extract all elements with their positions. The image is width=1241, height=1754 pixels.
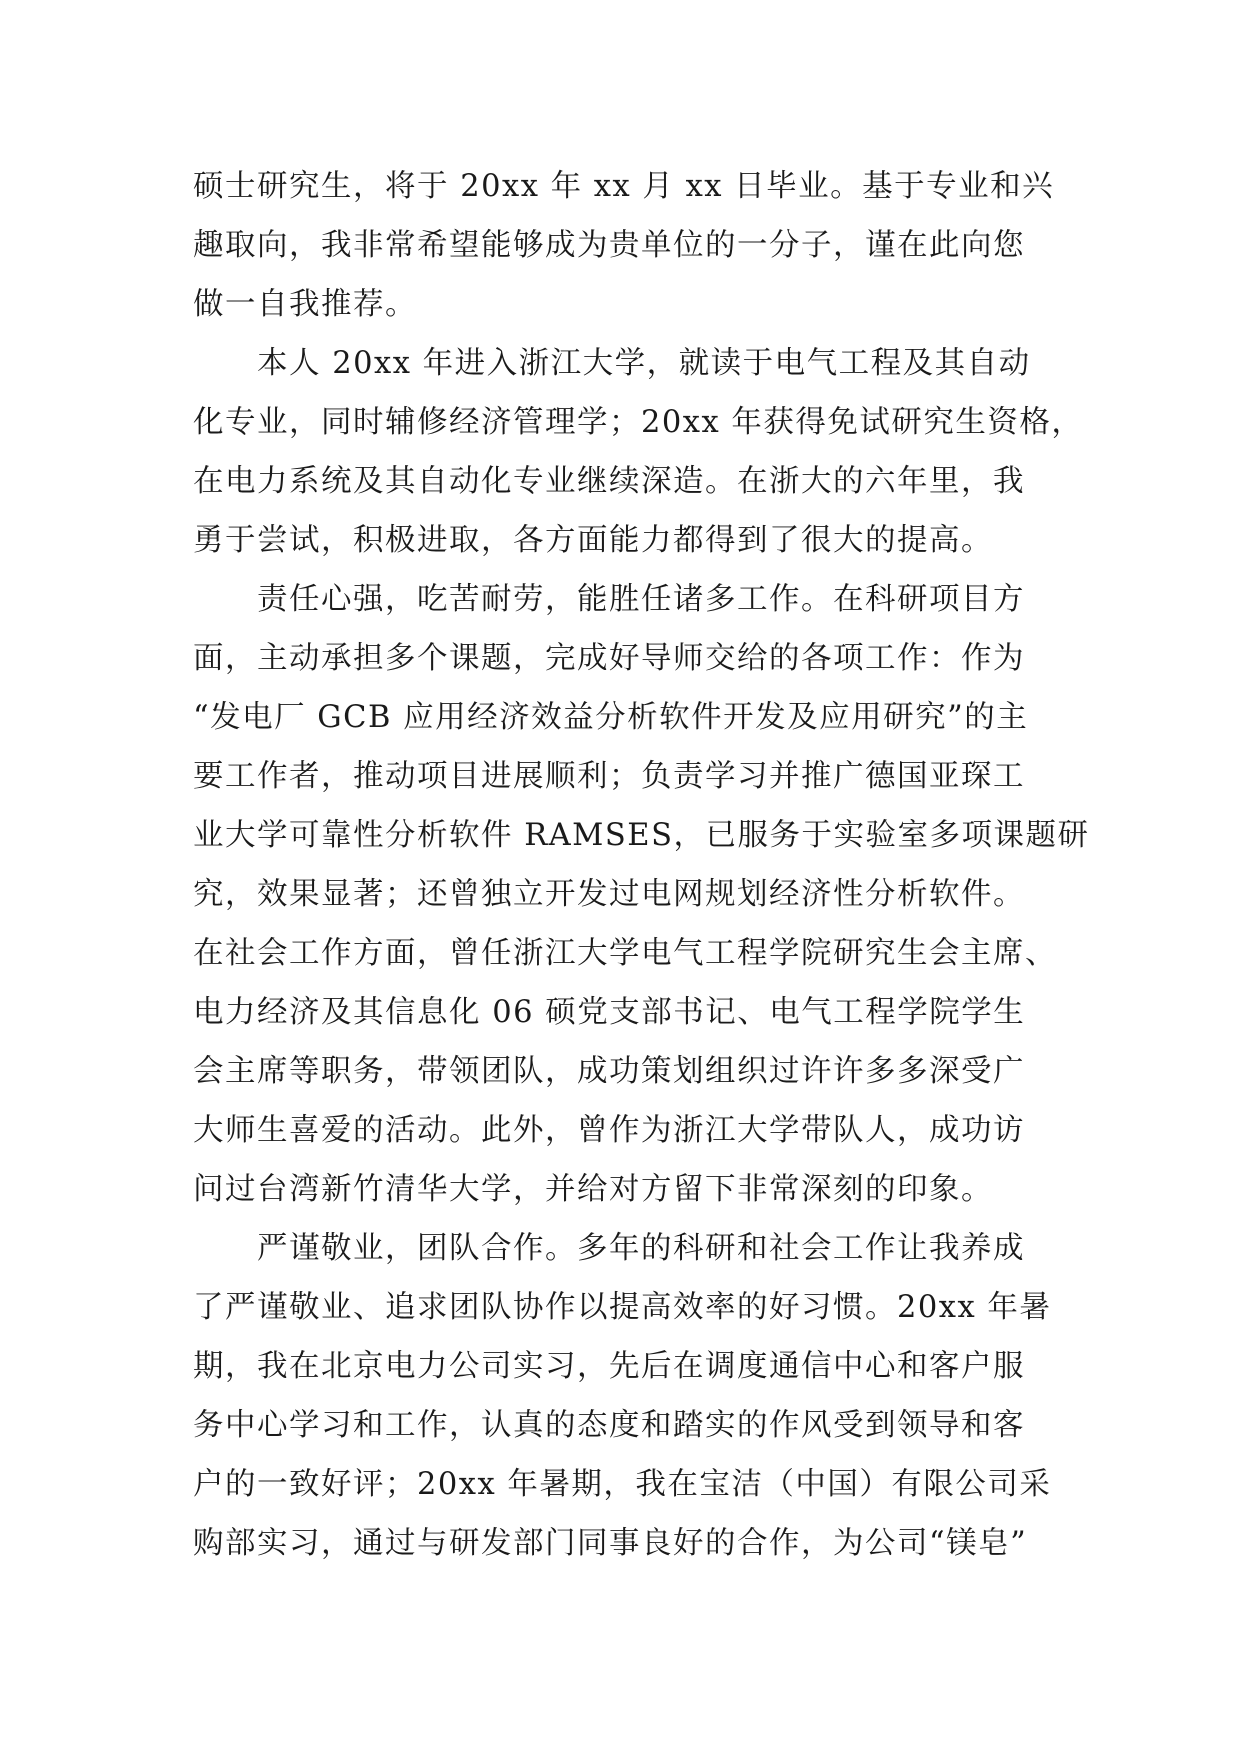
text-line: 大师生喜爱的活动。此外，曾作为浙江大学带队人，成功访 [193, 1113, 1025, 1148]
text-line: 在电力系统及其自动化专业继续深造。在浙大的六年里，我 [193, 464, 1025, 499]
text-line: 会主席等职务，带领团队，成功策划组织过许许多多深受广 [193, 1054, 1025, 1089]
text-line: 面，主动承担多个课题，完成好导师交给的各项工作：作为 [193, 641, 1025, 676]
text-line: 户的一致好评；20xx 年暑期，我在宝洁（中国）有限公司采 [193, 1467, 1052, 1502]
body-text [193, 157, 1090, 1573]
text-line: 责任心强，吃苦耐劳，能胜任诸多工作。在科研项目方 [193, 582, 1025, 617]
text-line: “发电厂 GCB 应用经济效益分析软件开发及应用研究”的主 [193, 700, 1029, 735]
text-line: 期，我在北京电力公司实习，先后在调度通信中心和客户服 [193, 1349, 1025, 1384]
text-line: 做一自我推荐。 [193, 287, 417, 322]
text-line: 究，效果显著；还曾独立开发过电网规划经济性分析软件。 [193, 877, 1025, 912]
text-line: 化专业，同时辅修经济管理学；20xx 年获得免试研究生资格， [193, 405, 1084, 440]
text-line: 务中心学习和工作，认真的态度和踏实的作风受到领导和客 [193, 1408, 1025, 1443]
text-line: 了严谨敬业、追求团队协作以提高效率的好习惯。20xx 年暑 [193, 1290, 1052, 1325]
text-line: 电力经济及其信息化 06 硕党支部书记、电气工程学院学生 [193, 995, 1026, 1030]
text-line: 趣取向，我非常希望能够成为贵单位的一分子，谨在此向您 [193, 228, 1025, 263]
text-line: 硕士研究生，将于 20xx 年 xx 月 xx 日毕业。基于专业和兴 [193, 169, 1055, 204]
text-line: 购部实习，通过与研发部门同事良好的合作，为公司“镁皂” [193, 1526, 1028, 1561]
text-line: 勇于尝试，积极进取，各方面能力都得到了很大的提高。 [193, 523, 993, 558]
text-line: 本人 20xx 年进入浙江大学，就读于电气工程及其自动 [193, 346, 1031, 381]
text-line: 在社会工作方面，曾任浙江大学电气工程学院研究生会主席、 [193, 936, 1057, 971]
text-line: 要工作者，推动项目进展顺利；负责学习并推广德国亚琛工 [193, 759, 1025, 794]
text-line: 问过台湾新竹清华大学，并给对方留下非常深刻的印象。 [193, 1172, 993, 1207]
text-line: 严谨敬业，团队合作。多年的科研和社会工作让我养成 [193, 1231, 1025, 1266]
text-line: 业大学可靠性分析软件 RAMSES，已服务于实验室多项课题研 [193, 818, 1090, 853]
